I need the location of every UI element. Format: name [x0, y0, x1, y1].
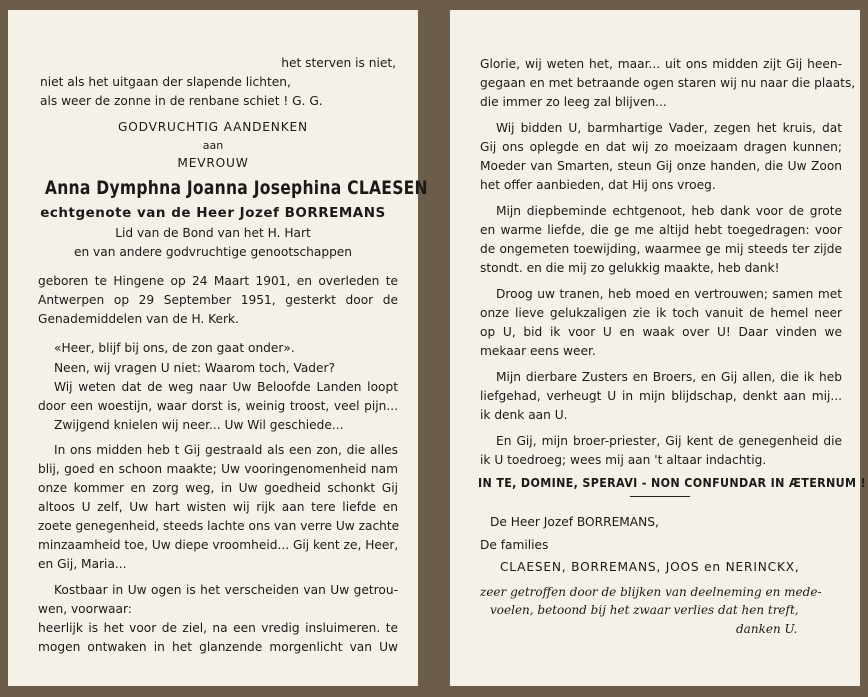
poem-line: niet als het uitgaan der slapende lichten,	[40, 75, 291, 89]
text-line: Mijn diepbeminde echtgenoot, heb dank voor de grote	[496, 204, 842, 218]
signer-husband: De Heer Jozef BORREMANS,	[490, 515, 659, 529]
bio-line: Genademiddelen van de H. Kerk.	[38, 312, 239, 326]
text-line: liefgehad, verheugt U in mijn blijdschap, denkt aan mij...	[480, 389, 842, 403]
thanks-line: danken U.	[736, 622, 798, 636]
aan-label: aan	[202, 139, 224, 152]
text-line: Mijn dierbare Zusters en Broers, en Gij allen, die ik heb	[496, 370, 842, 384]
text-line: gegaan en met betraande ogen staren wij nu naar die plaats,	[480, 76, 856, 90]
family-names: CLAESEN, BORREMANS, JOOS en NERINCKX,	[500, 560, 800, 574]
text-line: op U, bid ik voor U en waak over U! Daar vinden we	[480, 325, 842, 339]
families-label: De families	[480, 538, 549, 552]
text-line: «Heer, blijf bij ons, de zon gaat onder».	[54, 341, 295, 355]
text-line: heerlijk is het voor de ziel, na een vredig insluimeren. te	[38, 621, 398, 635]
text-line: altoos U zelf, Uw hart wisten wij rijk aan tere liefde en	[38, 500, 398, 514]
text-line: Zwijgend knielen wij neer... Uw Wil geschiede...	[54, 418, 344, 432]
poem-line: als weer de zonne in de renbane schiet ! G. G.	[40, 94, 323, 108]
text-line: wen, voorwaar:	[38, 602, 132, 616]
latin-motto: IN TE, DOMINE, SPERAVI - NON CONFUNDAR IN ÆTERNUM !	[478, 475, 866, 490]
poem-line: het sterven is niet,	[281, 56, 396, 70]
text-line: die immer zo leeg zal blijven...	[480, 95, 667, 109]
spouse-line: echtgenote van de Heer Jozef BORREMANS	[40, 205, 386, 221]
divider	[630, 496, 690, 497]
text-line: Droog uw tranen, heb moed en vertrouwen; samen met	[496, 287, 842, 301]
text-line: stondt. en die mij zo gelukkig maakte, heb dank!	[480, 261, 780, 275]
bio-line: Antwerpen op 29 September 1951, gesterkt door de	[38, 293, 398, 307]
bio-line: geboren te Hingene op 24 Maart 1901, en overleden te	[38, 274, 398, 288]
text-line: Glorie, wij weten het, maar... uit ons midden zijt Gij heen-	[480, 57, 842, 71]
heading: GODVRUCHTIG AANDENKEN	[118, 120, 308, 134]
text-line: Wij weten dat de weg naar Uw Beloofde Landen loopt	[54, 380, 398, 394]
text-line: onze lieve gelukzaligen zie ik toch vanuit de hemel neer	[480, 306, 842, 320]
text-line: de ongemeten toewijding, waarmee ge mij steeds ter zijde	[480, 242, 842, 256]
text-line: ik U toedroeg; wees mij aan 't altaar indachtig.	[480, 453, 767, 467]
membership-line: en van andere godvruchtige genootschappen	[73, 245, 353, 259]
text-line: blij, goed en schoon maakte; Uw vooringenomenheid nam	[38, 462, 398, 476]
text-line: minzaamheid toe, Uw diepe vroomheid... Gij kent ze, Heer,	[38, 538, 399, 552]
membership-line: Lid van de Bond van het H. Hart	[115, 226, 311, 240]
text-line: mogen ontwaken in het glanzende morgenlicht van Uw	[38, 640, 398, 654]
thanks-line: zeer getroffen door de blijken van deelneming en mede-	[480, 585, 822, 599]
text-line: door een woestijn, waar dorst is, weinig troost, veel pijn...	[38, 399, 398, 413]
text-line: In ons midden heb t Gij gestraald als een zon, die alles	[54, 443, 398, 457]
deceased-name: Anna Dymphna Joanna Josephina CLAESEN	[44, 177, 428, 199]
mevrouw-label: MEVROUW	[177, 156, 249, 170]
text-line: Wij bidden U, barmhartige Vader, zegen het kruis, dat	[496, 121, 842, 135]
text-line: mekaar eens weer.	[480, 344, 596, 358]
text-line: Moeder van Smarten, steun Gij onze handen, die Uw Zoon	[480, 159, 842, 173]
text-line: Neen, wij vragen U niet: Waarom toch, Vader?	[54, 361, 336, 375]
text-line: en warme liefde, die ge me altijd hebt toegedragen: voor	[480, 223, 842, 237]
text-line: Kostbaar in Uw ogen is het verscheiden van Uw getrou-	[54, 583, 398, 597]
thanks-line: voelen, betoond bij het zwaar verlies dat hen treft,	[490, 603, 799, 617]
text-line: onze kommer en zorg weg, in Uw goedheid schonkt Gij	[38, 481, 398, 495]
right-page	[450, 10, 866, 686]
text-line: en Gij, Maria...	[38, 557, 127, 571]
text-line: zoete genegenheid, steeds lachte ons van verre Uw zachte	[38, 519, 400, 533]
text-line: En Gij, mijn broer-priester, Gij kent de genegenheid die	[496, 434, 842, 448]
left-page	[8, 10, 428, 686]
text-line: ik denk aan U.	[480, 408, 568, 422]
text-line: Gij ons oplegde en dat wij zo moeizaam dragen kunnen;	[480, 140, 842, 154]
text-line: het offer aanbieden, dat Hij ons vroeg.	[480, 178, 716, 192]
